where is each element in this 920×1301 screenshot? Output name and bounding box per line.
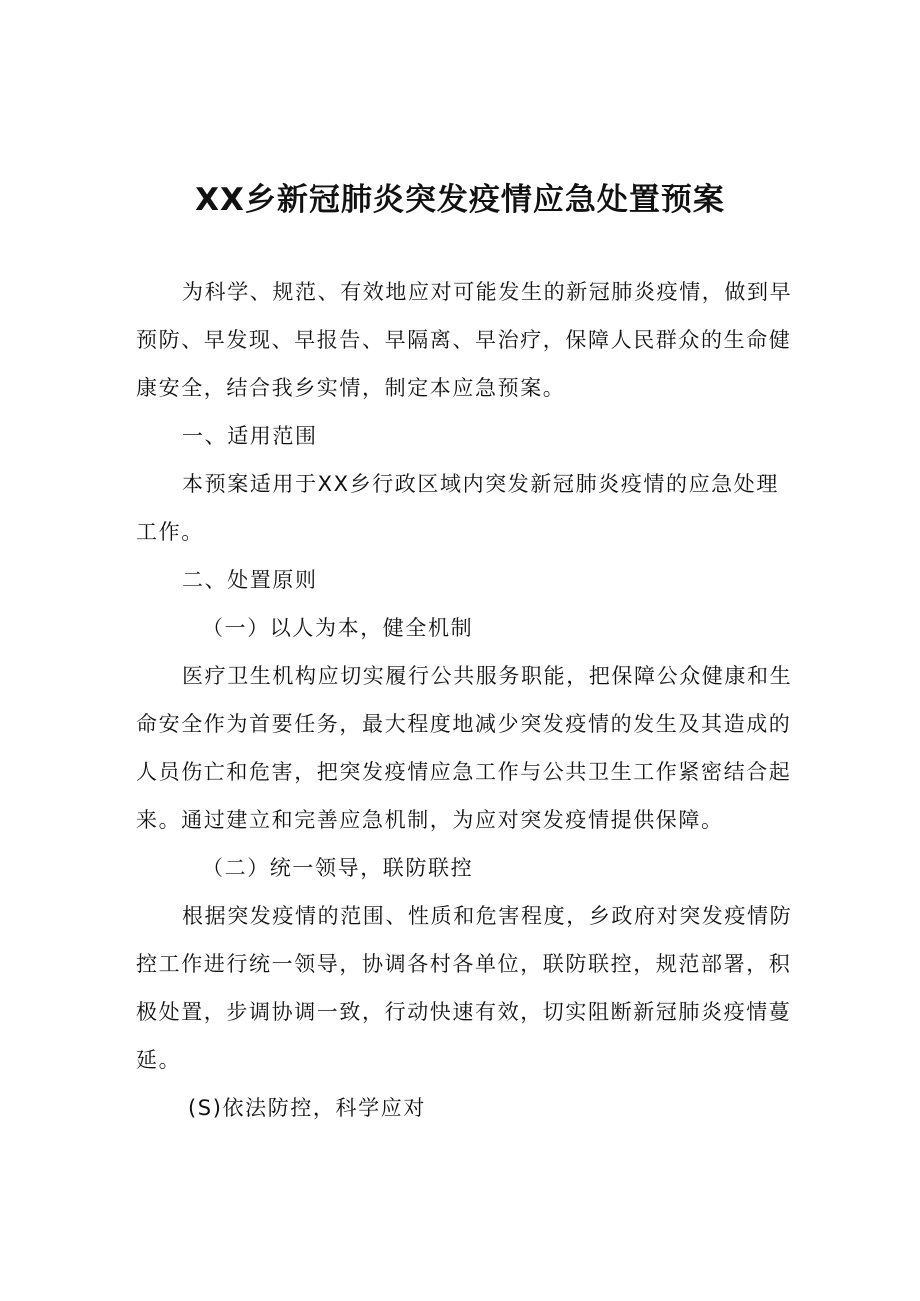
- unified-leadership-paragraph: 根据突发疫情的范围、性质和危害程度，乡政府对突发疫情防控工作进行统一领导，协调各村各单位，联防联控，规范部署，积极处置，步调协调一致，行动快速有效，切实阻断新冠肺炎疫情蔓延。: [136, 904, 793, 1072]
- scope-paragraph: 本预案适用于XX乡行政区域内突发新冠肺炎疫情的应急处理工作。: [136, 472, 779, 544]
- subheading-lawful-control: (S)依法防控，科学应对: [188, 1096, 426, 1120]
- section-heading-principles: 二、处置原则: [182, 568, 318, 592]
- intro-paragraph: 为科学、规范、有效地应对可能发生的新冠肺炎疫情，做到早预防、早发现、早报告、早隔离、早治疗，保障人民群众的生命健康安全，结合我乡实情，制定本应急预案。: [136, 280, 793, 400]
- people-first-paragraph: 医疗卫生机构应切实履行公共服务职能，把保障公众健康和生命安全作为首要任务，最大程度地减少突发疫情的发生及其造成的人员伤亡和危害，把突发疫情应急工作与公共卫生工作紧密结合起来。通过建立和完善应急机制，为应对突发疫情提供保障。: [136, 664, 793, 832]
- document-body: [136, 268, 796, 1132]
- subheading-people-first: （一）以人为本，健全机制: [202, 616, 474, 640]
- section-heading-scope: 一、适用范围: [182, 424, 318, 448]
- subheading-unified-leadership: （二）统一领导，联防联控: [202, 856, 474, 880]
- document-title: XX乡新冠肺炎突发疫情应急处置预案: [195, 182, 725, 218]
